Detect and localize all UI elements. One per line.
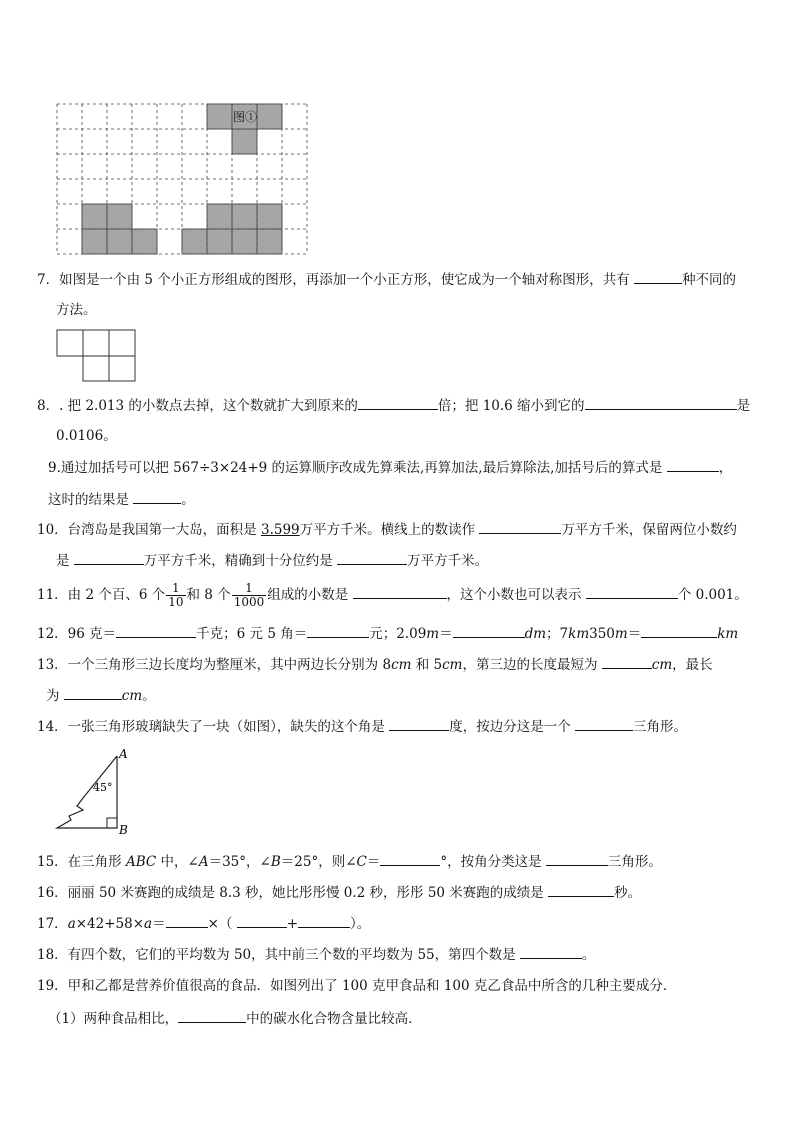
question-11: 11．由 2 个百、6 个 $\frac{1}{10}$ 和 8 个 $\frac{1}{1000}$ 组成的小数是 ，这个小数也可以表示 个 0.001。 <box>37 581 748 609</box>
answer-blank[interactable] <box>133 490 181 504</box>
question-19: 19．甲和乙都是营养价值很高的食品．如图列出了 100 克甲食品和 100 克乙食品中所含的几种主要成分． <box>37 978 677 994</box>
answer-blank[interactable] <box>453 624 525 638</box>
answer-blank[interactable] <box>667 458 719 472</box>
answer-blank[interactable] <box>166 914 208 928</box>
question-10-line2: 是 万平方千米，精确到十分位约是 万平方千米。 <box>56 553 489 569</box>
shaded-square <box>232 229 257 254</box>
shaded-square <box>82 229 107 254</box>
question-13-line2: 为 cm。 <box>46 688 156 704</box>
answer-blank[interactable] <box>602 655 652 669</box>
shaded-square <box>207 229 232 254</box>
shaded-square <box>207 104 232 129</box>
answer-blank[interactable] <box>298 914 350 928</box>
question-9-line2: 这时的结果是 。 <box>48 492 195 508</box>
question-19-part-1: （1）两种食品相比， 中的碳水化合物含量比较高． <box>48 1011 422 1027</box>
question-8: 8．. 把 2.013 的小数点去掉，这个数就扩大到原来的 倍；把 10.6 缩小到它的 是 <box>37 398 751 414</box>
angle-label: 45° <box>93 781 113 794</box>
broken-triangle-figure <box>55 748 145 838</box>
question-17: 17．a×42+58×a＝ ×（ + ）。 <box>37 916 371 932</box>
question-16: 16．丽丽 50 米赛跑的成绩是 8.3 秒，她比彤彤慢 0.2 秒，彤彤 50 米赛跑的成绩是 秒。 <box>37 885 642 901</box>
shaded-square <box>207 204 232 229</box>
answer-blank[interactable] <box>337 551 407 565</box>
question-8-line2: 0.0106。 <box>56 428 117 444</box>
shaded-square <box>257 229 282 254</box>
answer-blank[interactable] <box>546 852 608 866</box>
grid-figure <box>55 100 315 260</box>
shaded-square <box>132 229 157 254</box>
question-15: 15．在三角形 ABC 中，∠A＝35°，∠B＝25°，则∠C＝ °，按角分类这是 三角形。 <box>37 854 662 870</box>
vertex-b-label: B <box>119 823 128 837</box>
question-7-line2: 方法。 <box>56 302 97 318</box>
question-9: 9.通过加括号可以把 567÷3×24+9 的运算顺序改成先算乘法,再算加法,最后算除法,加括号后的算式是 ， <box>48 460 733 476</box>
shaded-square <box>232 129 257 154</box>
shaded-square <box>107 204 132 229</box>
question-13: 13．一个三角形三边长度均为整厘米，其中两边长分别为 8cm 和 5cm，第三边的长度最短为 cm，最长 <box>37 657 713 673</box>
fraction: $\frac{1}{10}$ <box>168 581 184 609</box>
shaded-square <box>182 229 207 254</box>
question-12: 12．96 克＝ 千克；6 元 5 角＝ 元；2.09m＝ dm；7km350m＝ km <box>37 626 739 642</box>
question-14: 14．一张三角形玻璃缺失了一块（如图），缺失的这个角是 度，按边分这是一个 三角形。 <box>37 719 688 735</box>
answer-blank[interactable] <box>634 270 682 284</box>
shaded-square <box>107 229 132 254</box>
answer-blank[interactable] <box>520 945 582 959</box>
answer-blank[interactable] <box>575 717 633 731</box>
answer-blank[interactable] <box>389 717 449 731</box>
question-7: 7．如图是一个由 5 个小正方形组成的图形，再添加一个小正方形，使它成为一个轴对称图形，共有 种不同的 <box>37 272 737 288</box>
vertex-a-label: A <box>119 747 128 761</box>
fraction: $\frac{1}{1000}$ <box>233 581 265 609</box>
answer-blank[interactable] <box>307 624 369 638</box>
shaded-square <box>257 104 282 129</box>
shaded-square <box>257 204 282 229</box>
shaded-square <box>82 204 107 229</box>
question-18: 18．有四个数，它们的平均数为 50，其中前三个数的平均数为 55，第四个数是 。 <box>37 947 596 963</box>
answer-blank[interactable] <box>64 686 122 700</box>
answer-blank[interactable] <box>586 585 678 599</box>
answer-blank[interactable] <box>178 1009 246 1023</box>
answer-blank[interactable] <box>641 624 717 638</box>
answer-blank[interactable] <box>548 883 614 897</box>
answer-blank[interactable] <box>74 551 144 565</box>
answer-blank[interactable] <box>585 396 737 410</box>
five-squares-figure <box>55 328 145 383</box>
figure-label: 图① <box>233 110 258 124</box>
answer-blank[interactable] <box>479 520 561 534</box>
answer-blank[interactable] <box>358 396 438 410</box>
answer-blank[interactable] <box>116 624 196 638</box>
answer-blank[interactable] <box>237 914 287 928</box>
answer-blank[interactable] <box>353 585 447 599</box>
shaded-square <box>232 204 257 229</box>
answer-blank[interactable] <box>380 852 440 866</box>
question-10: 10．台湾岛是我国第一大岛，面积是 3.599万平方千米。横线上的数读作 万平方千米，保留两位小数约 <box>37 522 737 538</box>
